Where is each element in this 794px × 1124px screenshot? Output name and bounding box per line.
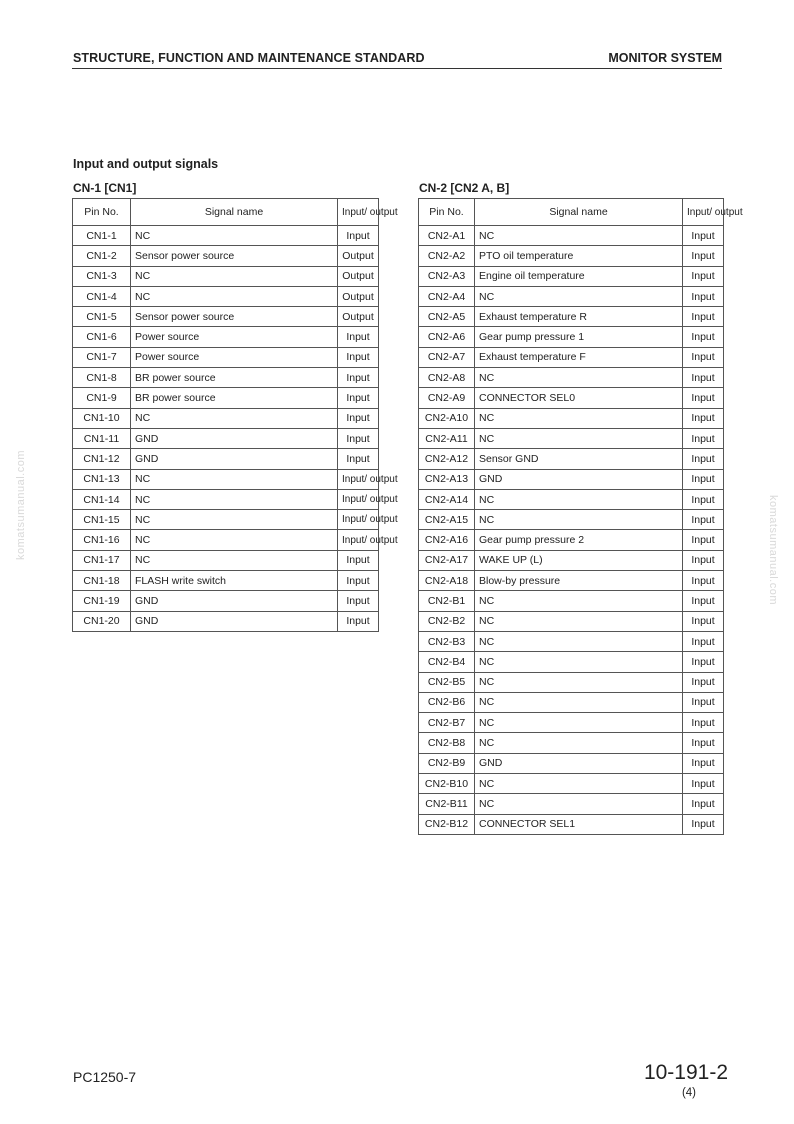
pin-cell: CN2-B11 [419, 794, 475, 814]
io-cell: Input [683, 530, 724, 550]
pin-cell: CN2-B3 [419, 631, 475, 651]
table-row [73, 226, 379, 246]
io-cell: Input [338, 449, 379, 469]
io-header: Input/ output [338, 199, 379, 226]
io-cell: Input [338, 428, 379, 448]
pin-cell: CN2-A15 [419, 510, 475, 530]
io-cell: Input [683, 713, 724, 733]
pin-cell: CN2-A17 [419, 550, 475, 570]
signal-name-cell: NC [475, 733, 683, 753]
table-row [419, 327, 724, 347]
pin-cell: CN2-B9 [419, 753, 475, 773]
pin-cell: CN2-B7 [419, 713, 475, 733]
io-cell: Input [683, 794, 724, 814]
io-cell: Input [683, 611, 724, 631]
table-row [419, 652, 724, 672]
signal-name-header: Signal name [131, 199, 338, 226]
table-row [419, 591, 724, 611]
io-cell: Input [683, 591, 724, 611]
pin-cell: CN2-B4 [419, 652, 475, 672]
signal-name-cell: Exhaust temperature R [475, 307, 683, 327]
table-row [419, 611, 724, 631]
pin-cell: CN2-A10 [419, 408, 475, 428]
signal-name-cell: NC [475, 652, 683, 672]
io-cell: Input/ output [338, 469, 379, 489]
signal-name-cell: NC [475, 713, 683, 733]
table-row [419, 286, 724, 306]
signal-name-cell: NC [131, 469, 338, 489]
io-cell: Output [338, 266, 379, 286]
table-row [419, 266, 724, 286]
io-cell: Input [338, 408, 379, 428]
pin-cell: CN2-A16 [419, 530, 475, 550]
pin-cell: CN2-A12 [419, 449, 475, 469]
footer-model: PC1250-7 [73, 1069, 137, 1085]
table-row [73, 408, 379, 428]
signal-name-cell: BR power source [131, 368, 338, 388]
table-row [73, 550, 379, 570]
signal-name-cell: Sensor GND [475, 449, 683, 469]
table-row [419, 692, 724, 712]
pin-cell: CN1-5 [73, 307, 131, 327]
signal-name-cell: BR power source [131, 388, 338, 408]
table-row [419, 347, 724, 367]
io-cell: Input [683, 449, 724, 469]
table-row [419, 530, 724, 550]
io-cell: Input [683, 672, 724, 692]
table-row [419, 246, 724, 266]
io-cell: Input [338, 571, 379, 591]
signal-name-cell: CONNECTOR SEL0 [475, 388, 683, 408]
table-row [419, 489, 724, 509]
table-row [73, 489, 379, 509]
io-cell: Input [683, 368, 724, 388]
io-cell: Input [338, 226, 379, 246]
signal-name-cell: PTO oil temperature [475, 246, 683, 266]
pin-cell: CN1-18 [73, 571, 131, 591]
pin-cell: CN2-A2 [419, 246, 475, 266]
header-title: STRUCTURE, FUNCTION AND MAINTENANCE STANDARD [73, 51, 425, 65]
signal-name-cell: NC [475, 408, 683, 428]
signal-name-cell: NC [131, 286, 338, 306]
io-cell: Input [683, 347, 724, 367]
signal-name-cell: NC [131, 226, 338, 246]
signal-name-cell: NC [475, 672, 683, 692]
table-header-row [73, 199, 379, 226]
pin-cell: CN2-B10 [419, 774, 475, 794]
signal-name-cell: NC [475, 368, 683, 388]
pin-cell: CN1-9 [73, 388, 131, 408]
signal-name-cell: Engine oil temperature [475, 266, 683, 286]
signal-name-cell: GND [475, 469, 683, 489]
table-row [73, 510, 379, 530]
io-cell: Input/ output [338, 489, 379, 509]
io-cell: Input [338, 611, 379, 631]
signal-name-cell: NC [475, 510, 683, 530]
table-row [419, 672, 724, 692]
io-cell: Input [683, 753, 724, 773]
table-row [73, 611, 379, 631]
pin-cell: CN2-A1 [419, 226, 475, 246]
io-cell: Input [683, 631, 724, 651]
io-cell: Input [683, 469, 724, 489]
pin-cell: CN1-17 [73, 550, 131, 570]
pin-cell: CN1-16 [73, 530, 131, 550]
table-row [73, 530, 379, 550]
io-header: Input/ output [683, 199, 724, 226]
table-row [73, 286, 379, 306]
pin-cell: CN2-A7 [419, 347, 475, 367]
signal-name-cell: GND [131, 449, 338, 469]
signal-name-cell: Power source [131, 347, 338, 367]
table-row [419, 449, 724, 469]
signal-name-cell: NC [131, 530, 338, 550]
table-row [73, 347, 379, 367]
table-row [419, 794, 724, 814]
table-row [419, 469, 724, 489]
signal-name-cell: Exhaust temperature F [475, 347, 683, 367]
signal-name-cell: NC [475, 692, 683, 712]
signal-name-cell: NC [131, 408, 338, 428]
footer-page-number: 10-191-2 [643, 1061, 728, 1084]
pin-cell: CN1-10 [73, 408, 131, 428]
table-row [419, 571, 724, 591]
pin-cell: CN1-6 [73, 327, 131, 347]
signal-name-cell: NC [131, 489, 338, 509]
pin-no-header: Pin No. [73, 199, 131, 226]
signal-name-cell: GND [131, 428, 338, 448]
header-rule [72, 68, 722, 69]
signal-name-cell: NC [475, 631, 683, 651]
signal-name-cell: NC [475, 489, 683, 509]
io-cell: Input/ output [338, 530, 379, 550]
io-cell: Input [338, 327, 379, 347]
pin-cell: CN1-20 [73, 611, 131, 631]
signal-name-cell: NC [475, 774, 683, 794]
pin-cell: CN2-B8 [419, 733, 475, 753]
table-row [73, 246, 379, 266]
signal-name-cell: NC [131, 550, 338, 570]
table-row [419, 408, 724, 428]
signal-name-cell: NC [475, 286, 683, 306]
table-row [419, 814, 724, 834]
footer-revision: (4) [681, 1087, 696, 1099]
pin-cell: CN2-A18 [419, 571, 475, 591]
io-cell: Input [683, 652, 724, 672]
pin-no-header: Pin No. [419, 199, 475, 226]
pin-cell: CN2-A4 [419, 286, 475, 306]
table-row [73, 327, 379, 347]
pin-cell: CN1-8 [73, 368, 131, 388]
table-row [73, 428, 379, 448]
io-cell: Input [683, 428, 724, 448]
pin-cell: CN1-13 [73, 469, 131, 489]
table-row [73, 449, 379, 469]
pin-cell: CN1-14 [73, 489, 131, 509]
pin-cell: CN1-7 [73, 347, 131, 367]
table-row [419, 550, 724, 570]
io-cell: Input [338, 368, 379, 388]
pin-cell: CN2-A11 [419, 428, 475, 448]
io-cell: Input [683, 489, 724, 509]
io-cell: Input [683, 388, 724, 408]
io-cell: Input [683, 692, 724, 712]
table-row [419, 713, 724, 733]
io-cell: Input [683, 226, 724, 246]
pin-cell: CN1-1 [73, 226, 131, 246]
table-row [73, 388, 379, 408]
pin-cell: CN1-11 [73, 428, 131, 448]
watermark-right: komatsumanual.com [767, 495, 779, 605]
signal-name-cell: CONNECTOR SEL1 [475, 814, 683, 834]
pin-cell: CN1-2 [73, 246, 131, 266]
signal-name-cell: NC [475, 794, 683, 814]
signal-name-cell: NC [475, 591, 683, 611]
signal-name-cell: Sensor power source [131, 307, 338, 327]
pin-cell: CN2-B2 [419, 611, 475, 631]
table-row [419, 733, 724, 753]
signal-name-cell: NC [475, 428, 683, 448]
table-row [419, 510, 724, 530]
cn2-signal-table [418, 198, 743, 835]
pin-cell: CN2-B12 [419, 814, 475, 834]
pin-cell: CN2-A14 [419, 489, 475, 509]
table-row [419, 428, 724, 448]
signal-name-cell: WAKE UP (L) [475, 550, 683, 570]
pin-cell: CN2-B6 [419, 692, 475, 712]
table-row [73, 266, 379, 286]
table-row [419, 753, 724, 773]
pin-cell: CN2-B1 [419, 591, 475, 611]
signal-name-cell: GND [131, 591, 338, 611]
io-cell: Output [338, 307, 379, 327]
table-row [419, 631, 724, 651]
table-row [419, 388, 724, 408]
table-row [419, 307, 724, 327]
signal-name-cell: GND [475, 753, 683, 773]
pin-cell: CN1-15 [73, 510, 131, 530]
io-cell: Input [683, 814, 724, 834]
signal-name-cell: Gear pump pressure 1 [475, 327, 683, 347]
cn2-table-title: CN-2 [CN2 A, B] [419, 181, 510, 195]
io-cell: Output [338, 286, 379, 306]
pin-cell: CN1-19 [73, 591, 131, 611]
table-header-row [419, 199, 724, 226]
signal-name-header: Signal name [475, 199, 683, 226]
io-cell: Input [338, 591, 379, 611]
header-section: MONITOR SYSTEM [608, 51, 722, 65]
signal-name-cell: NC [131, 510, 338, 530]
pin-cell: CN1-4 [73, 286, 131, 306]
io-cell: Input [683, 246, 724, 266]
io-cell: Input [683, 550, 724, 570]
io-cell: Input [683, 510, 724, 530]
io-cell: Output [338, 246, 379, 266]
signal-name-cell: Blow-by pressure [475, 571, 683, 591]
io-cell: Input [683, 733, 724, 753]
pin-cell: CN1-12 [73, 449, 131, 469]
io-cell: Input [338, 550, 379, 570]
section-title: Input and output signals [73, 157, 219, 171]
io-cell: Input [683, 571, 724, 591]
io-cell: Input [338, 388, 379, 408]
pin-cell: CN1-3 [73, 266, 131, 286]
io-cell: Input [338, 347, 379, 367]
io-cell: Input [683, 408, 724, 428]
io-cell: Input [683, 286, 724, 306]
table-row [73, 368, 379, 388]
signal-name-cell: FLASH write switch [131, 571, 338, 591]
signal-name-cell: Power source [131, 327, 338, 347]
pin-cell: CN2-A13 [419, 469, 475, 489]
pin-cell: CN2-A8 [419, 368, 475, 388]
table-row [73, 469, 379, 489]
pin-cell: CN2-A3 [419, 266, 475, 286]
cn1-table-title: CN-1 [CN1] [73, 181, 137, 195]
pin-cell: CN2-A9 [419, 388, 475, 408]
signal-name-cell: Sensor power source [131, 246, 338, 266]
table-row [73, 591, 379, 611]
pin-cell: CN2-A5 [419, 307, 475, 327]
signal-name-cell: NC [475, 226, 683, 246]
io-cell: Input [683, 327, 724, 347]
table-row [73, 307, 379, 327]
table-row [419, 226, 724, 246]
table-row [73, 571, 379, 591]
pin-cell: CN2-B5 [419, 672, 475, 692]
io-cell: Input [683, 774, 724, 794]
signal-name-cell: NC [131, 266, 338, 286]
cn1-signal-table [72, 198, 398, 632]
table-row [419, 368, 724, 388]
signal-name-cell: Gear pump pressure 2 [475, 530, 683, 550]
io-cell: Input [683, 266, 724, 286]
io-cell: Input [683, 307, 724, 327]
io-cell: Input/ output [338, 510, 379, 530]
signal-name-cell: NC [475, 611, 683, 631]
signal-name-cell: GND [131, 611, 338, 631]
watermark-left: komatsumanual.com [15, 450, 27, 560]
table-row [419, 774, 724, 794]
pin-cell: CN2-A6 [419, 327, 475, 347]
